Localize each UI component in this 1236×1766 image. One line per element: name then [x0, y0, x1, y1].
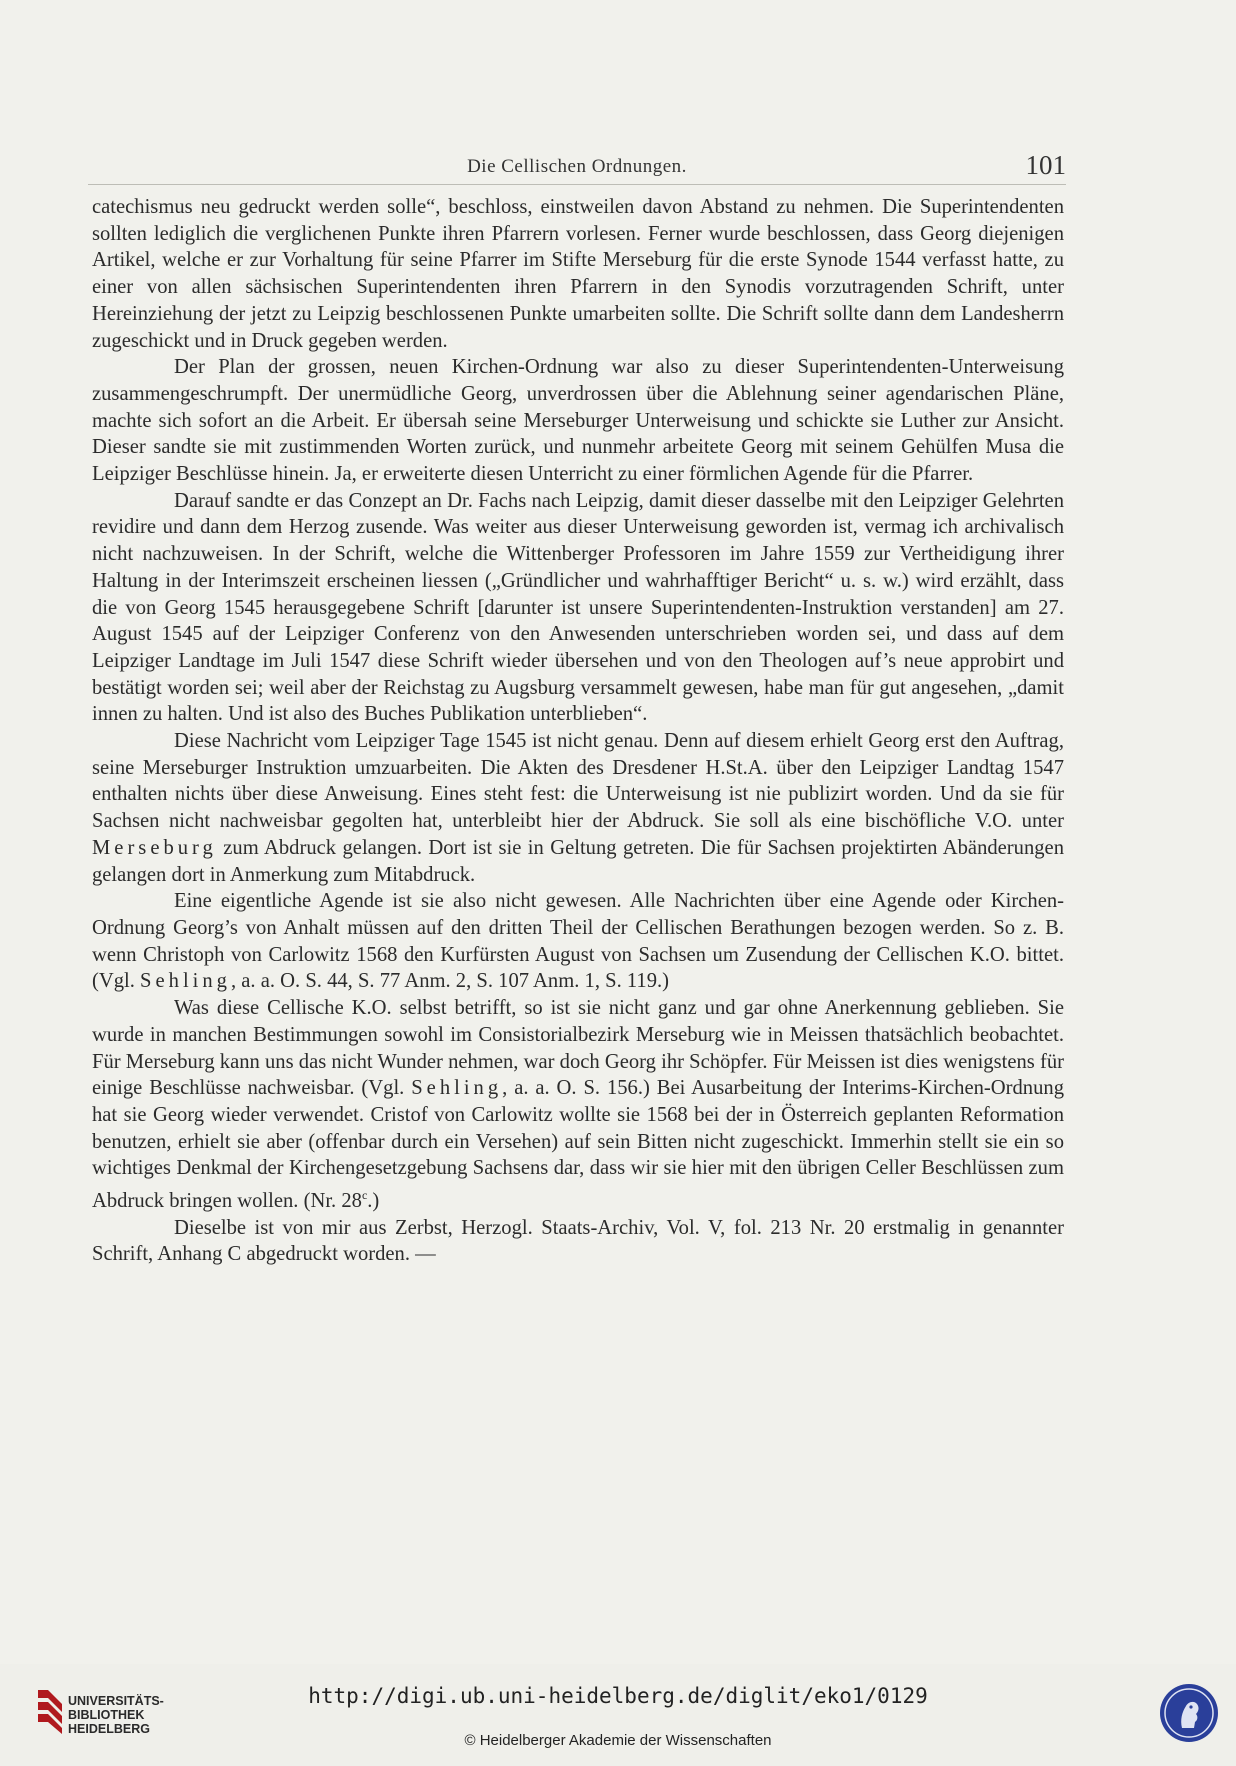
text-run: Diese Nachricht vom Leipziger Tage 1545 ist nicht genau. Denn auf diesem erhielt Georg erst den Auftrag, seine Merseburger Instruktion umzuarbeiten. Die Akten des Dresdener H.St.A. über den Leipziger Landtag 1547 enthalten nichts über diese Anweisung. Eines steht fest: die Unterweisung ist nie publizirt worden. Und da sie für Sachsen nicht nachweisbar gegolten hat, unterbleibt hier der Abdruck. Sie soll als eine bischöfliche V.O. unter	[92, 730, 1064, 833]
spaced-name: Sehling	[140, 970, 231, 993]
text-run: Dieselbe ist von mir aus Zerbst, Herzogl. Staats-Archiv, Vol. V, fol. 213 Nr. 20 erstmalig in genannter Schrift, Anhang C abgedruckt worden. —	[92, 1216, 1064, 1266]
logo-line: UNIVERSITÄTS-	[68, 1694, 164, 1708]
paragraph	[92, 194, 1064, 354]
copyright-notice: © Heidelberger Akademie der Wissenschaften	[464, 1732, 772, 1749]
text-run: , a. a. O. S. 156.) Bei Ausarbeitung der Interims-Kirchen-Ordnung hat sie Georg wieder verwendet. Cristof von Carlowitz wollte sie 1568 bei der in Österreich geplanten Reformation benutzen, erhielt sie aber (offenbar durch ein Versehen) auf sein Bitten nicht zugeschickt. Immerhin stellt sie ein so wichtiges Denkmal der Kirchengesetzgebung Sachsens dar, dass wir sie hier mit den übrigen Celler Beschlüssen zum Abdruck bringen wollen. (Nr. 28	[92, 1077, 1064, 1212]
paragraph	[92, 354, 1064, 488]
paragraph	[92, 488, 1064, 728]
text-run: .)	[367, 1189, 380, 1212]
seal-portrait-icon	[1158, 1682, 1220, 1744]
page-header	[88, 148, 1066, 185]
running-title: Die Cellischen Ordnungen.	[467, 156, 687, 177]
body-text	[92, 194, 1064, 1268]
text-run: Was diese Cellische K.O. selbst betrifft, so ist sie nicht ganz und gar ohne Anerkennung geblieben. Sie wurde in manchen Bestimmungen sowohl im Consistorialbezirk Merseburg wie in Meissen thatsächlich beobachtet. Für Merseburg kann uns das nicht Wunder nehmen, war doch Georg ihr Schöpfer. Für Meissen ist dies wenigstens für einige Beschlüsse nachweisbar. (Vgl.	[92, 997, 1064, 1100]
text-run: Darauf sandte er das Conzept an Dr. Fachs nach Leipzig, damit dieser dasselbe mit den Leipziger Gelehrten revidire und dann dem Herzog zusende. Was weiter aus dieser Unterweisung geworden ist, vermag ich archivalisch nicht nachzuweisen. In der Schrift, welche die Wittenberger Professoren im Jahre 1559 zur Vertheidigung ihrer Haltung in der Interimszeit erscheinen liessen („Gründlicher und wahrhafftiger Bericht“ u. s. w.) wird erzählt, dass die von Georg 1545 herausgegebene Schrift [darunter ist unsere Superintendenten-Instruktion verstanden] am 27. August 1545 auf der Leipziger Conferenz von den Anwesenden unterschrieben worden sei, und dass auf dem Leipziger Landtage im Juli 1547 diese Schrift wieder übersehen und von den Theologen auf’s neue approbirt und bestätigt worden sei; weil aber der Reichstag zu Augsburg versammelt gewesen, habe man für gut angesehen, „damit innen zu halten. Und ist also des Buches Publikation unterblieben“.	[92, 489, 1064, 726]
footer	[0, 1664, 1236, 1766]
page-number: 101	[1025, 150, 1066, 180]
spaced-name: Merseburg	[92, 836, 217, 859]
paragraph	[92, 995, 1064, 1214]
superscript: c	[361, 1188, 368, 1203]
permalink-url[interactable]: http://digi.ub.uni-heidelberg.de/diglit/eko1/0129	[308, 1684, 928, 1708]
text-run: catechismus neu gedruckt werden solle“, beschloss, einstweilen davon Abstand zu nehmen. Die Superintendenten sollten lediglich die verglichenen Punkte ihren Pfarrern vorlesen. Ferner wurde beschlossen, dass Georg diejenigen Artikel, welche er zur Vorhaltung für seine Pfarrer im Stifte Merseburg für die erste Synode 1544 verfasst hatte, zu einer von allen sächsischen Superintendenten ihren Pfarrern in den Synodis vorzutragenden Schrift, unter Hereinziehung der jetzt zu Leipzig beschlossenen Punkte umarbeiten sollte. Die Schrift sollte dann dem Landesherrn zugeschickt und in Druck gegeben werden.	[92, 196, 1064, 352]
paragraph	[92, 728, 1064, 888]
text-run: , a. a. O. S. 44, S. 77 Anm. 2, S. 107 Anm. 1, S. 119.)	[230, 970, 670, 993]
text-run: Der Plan der grossen, neuen Kirchen-Ordnung war also zu dieser Superintendenten-Unterweisung zusammengeschrumpft. Der unermüdliche Georg, unverdrossen über die Ablehnung seiner agendarischen Pläne, machte sich sofort an die Arbeit. Er übersah seine Merseburger Unterweisung und schickte sie Luther zur Ansicht. Dieser sandte sie mit zustimmenden Worten zurück, und nunmehr arbeitete Georg mit seinem Gehülfen Musa die Leipziger Beschlüsse hinein. Ja, er erweiterte diesen Unterricht zu einer förmlichen Agende für die Pfarrer.	[92, 356, 1064, 486]
text-run: Eine eigentliche Agende ist sie also nicht gewesen. Alle Nachrichten über eine Agende oder Kirchen-Ordnung Georg’s von Anhalt müssen auf den dritten Theil der Cellischen Berathungen bezogen werden. So z. B. wenn Christoph von Carlowitz 1568 den Kurfürsten August von Sachsen um Zusendung der Cellischen K.O. bittet. (Vgl.	[92, 890, 1064, 993]
spaced-name: Sehling	[411, 1077, 503, 1100]
paragraph	[92, 888, 1064, 995]
logo-line: BIBLIOTHEK	[68, 1708, 145, 1722]
paragraph	[92, 1215, 1064, 1268]
logo-line: HEIDELBERG	[68, 1722, 150, 1736]
text-run: zum Abdruck gelangen. Dort ist sie in Geltung getreten. Die für Sachsen projektirten Abänderungen gelangen dort in Anmerkung zum Mitabdruck.	[92, 836, 1064, 886]
